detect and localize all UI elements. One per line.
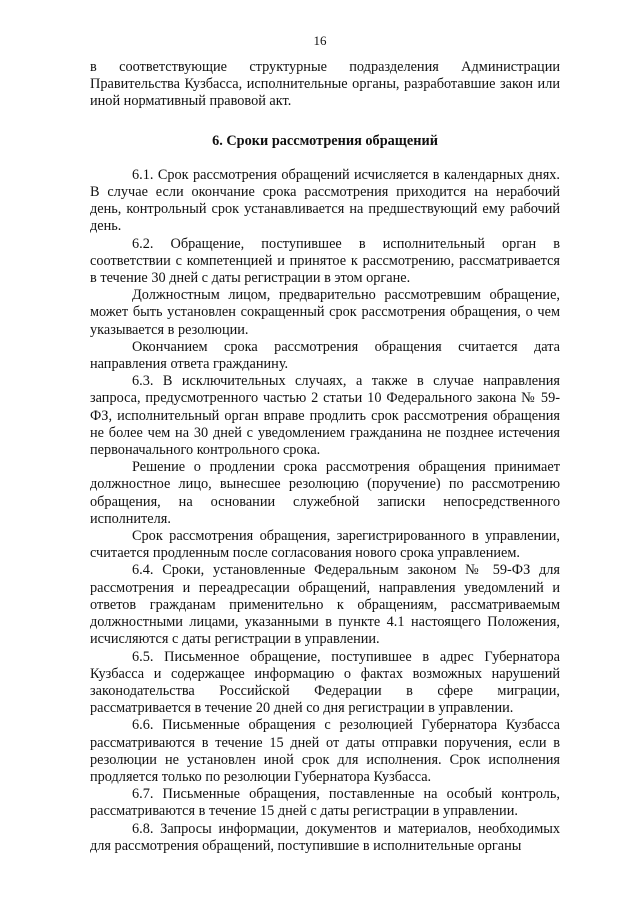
paragraph-extended-term: Срок рассмотрения обращения, зарегистрированного в управлении, считается продленным после согласования нового срока управлением. (90, 528, 560, 562)
paragraph-6-7: 6.7. Письменные обращения, поставленные на особый контроль, рассматриваются в течение 15 дней с даты регистрации в управлении. (90, 786, 560, 820)
paragraph-6-4: 6.4. Сроки, установленные Федеральным законом № 59-ФЗ для рассмотрения и переадресации обращений, направления уведомлений и ответов гражданам применительно к обращениям, рассматриваемым должностными лицами, указанными в пункте 4.1 настоящего Положения, исчисляются с даты регистрации в управлении. (90, 562, 560, 648)
paragraph-6-5: 6.5. Письменное обращение, поступившее в адрес Губернатора Кузбасса и содержащее информацию о фактах возможных нарушений законодательства Российской Федерации в сфере миграции, рассматривается в течение 20 дней со дня регистрации в управлении. (90, 648, 560, 717)
intro-paragraph: в соответствующие структурные подразделения Администрации Правительства Кузбасса, исполнительные органы, разработавшие закон или иной нормативный правовой акт. (90, 59, 560, 110)
document-body (90, 59, 560, 855)
paragraph-6-2: 6.2. Обращение, поступившее в исполнительный орган в соответствии с компетенцией и принятое к рассмотрению, рассматривается в течение 30 дней с даты регистрации в этом органе. (90, 235, 560, 287)
paragraph-reduced-term: Должностным лицом, предварительно рассмотревшим обращение, может быть установлен сокращенный срок рассмотрения обращения, о чем указывается в резолюции. (90, 287, 560, 338)
paragraph-6-3: 6.3. В исключительных случаях, а также в случае направления запроса, предусмотренного частью 2 статьи 10 Федерального закона № 59-ФЗ, исполнительный орган вправе продлить срок рассмотрения обращения не более чем на 30 дней с уведомлением гражданина не позднее истечения первоначального контрольного срока. (90, 373, 560, 459)
paragraph-6-1: 6.1. Срок рассмотрения обращений исчисляется в календарных днях. В случае если окончание срока рассмотрения приходится на нерабочий день, контрольный срок устанавливается на предшествующий ему рабочий день. (90, 166, 560, 235)
paragraph-6-8: 6.8. Запросы информации, документов и материалов, необходимых для рассмотрения обращений, поступившие в исполнительные органы (90, 820, 560, 854)
page-number: 16 (313, 33, 327, 48)
paragraph-6-6: 6.6. Письменные обращения с резолюцией Губернатора Кузбасса рассматриваются в течение 15 дней от даты отправки поручения, если в резолюции не установлен иной срок для исполнения. Срок исполнения продляется только по резолюции Губернатора Кузбасса. (90, 717, 560, 785)
paragraph-end-of-term: Окончанием срока рассмотрения обращения считается дата направления ответа гражданину. (90, 338, 560, 373)
paragraph-extension-decision: Решение о продлении срока рассмотрения обращения принимает должностное лицо, вынесшее резолюцию (поручение) по рассмотрению обращения, на основании служебной записки непосредственного исполнителя. (90, 459, 560, 527)
section-title: 6. Сроки рассмотрения обращений (212, 132, 438, 149)
